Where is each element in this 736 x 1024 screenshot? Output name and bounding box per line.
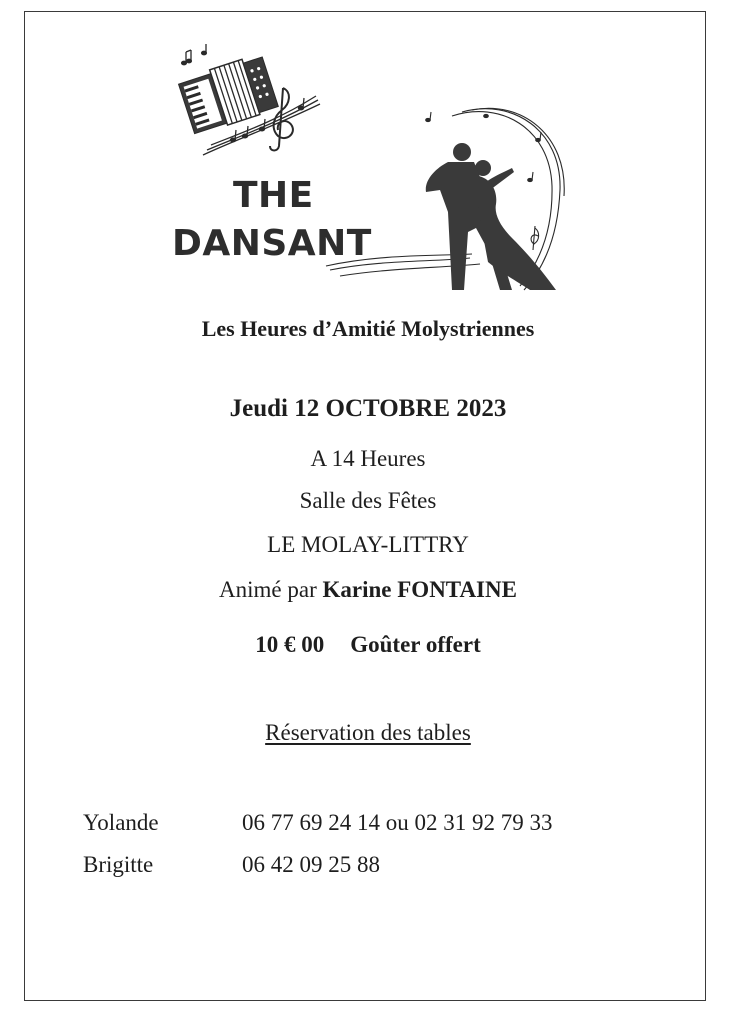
event-price: 10 € 00: [255, 632, 325, 657]
title-line-1: THE: [233, 175, 314, 216]
price-line: [0, 632, 736, 658]
event-date: Jeudi 12 OCTOBRE 2023: [229, 395, 507, 422]
snack-offer: Goûter offert: [350, 632, 481, 657]
host-name: Karine FONTAINE: [322, 577, 517, 602]
title-line-2: DANSANT: [172, 223, 372, 264]
host-prefix: Animé par: [219, 577, 317, 602]
organizer-name: Les Heures d’Amitié Molystriennes: [201, 316, 535, 341]
event-time: A 14 Heures: [310, 446, 426, 471]
contact-name: Yolande: [83, 810, 159, 835]
dancing-couple-icon: [426, 143, 556, 290]
contact-phone: 06 77 69 24 14 ou 02 31 92 79 33: [242, 810, 553, 835]
contact-phone: 06 42 09 25 88: [242, 852, 380, 877]
event-host: [0, 577, 736, 603]
event-venue: Salle des Fêtes: [299, 488, 437, 513]
event-city: LE MOLAY-LITTRY: [267, 532, 469, 557]
contact-row: [83, 810, 553, 836]
reservation-heading-text: Réservation des tables: [265, 720, 471, 745]
contact-row: [83, 852, 380, 878]
contact-name: Brigitte: [83, 852, 154, 877]
reservation-heading: [0, 720, 736, 746]
